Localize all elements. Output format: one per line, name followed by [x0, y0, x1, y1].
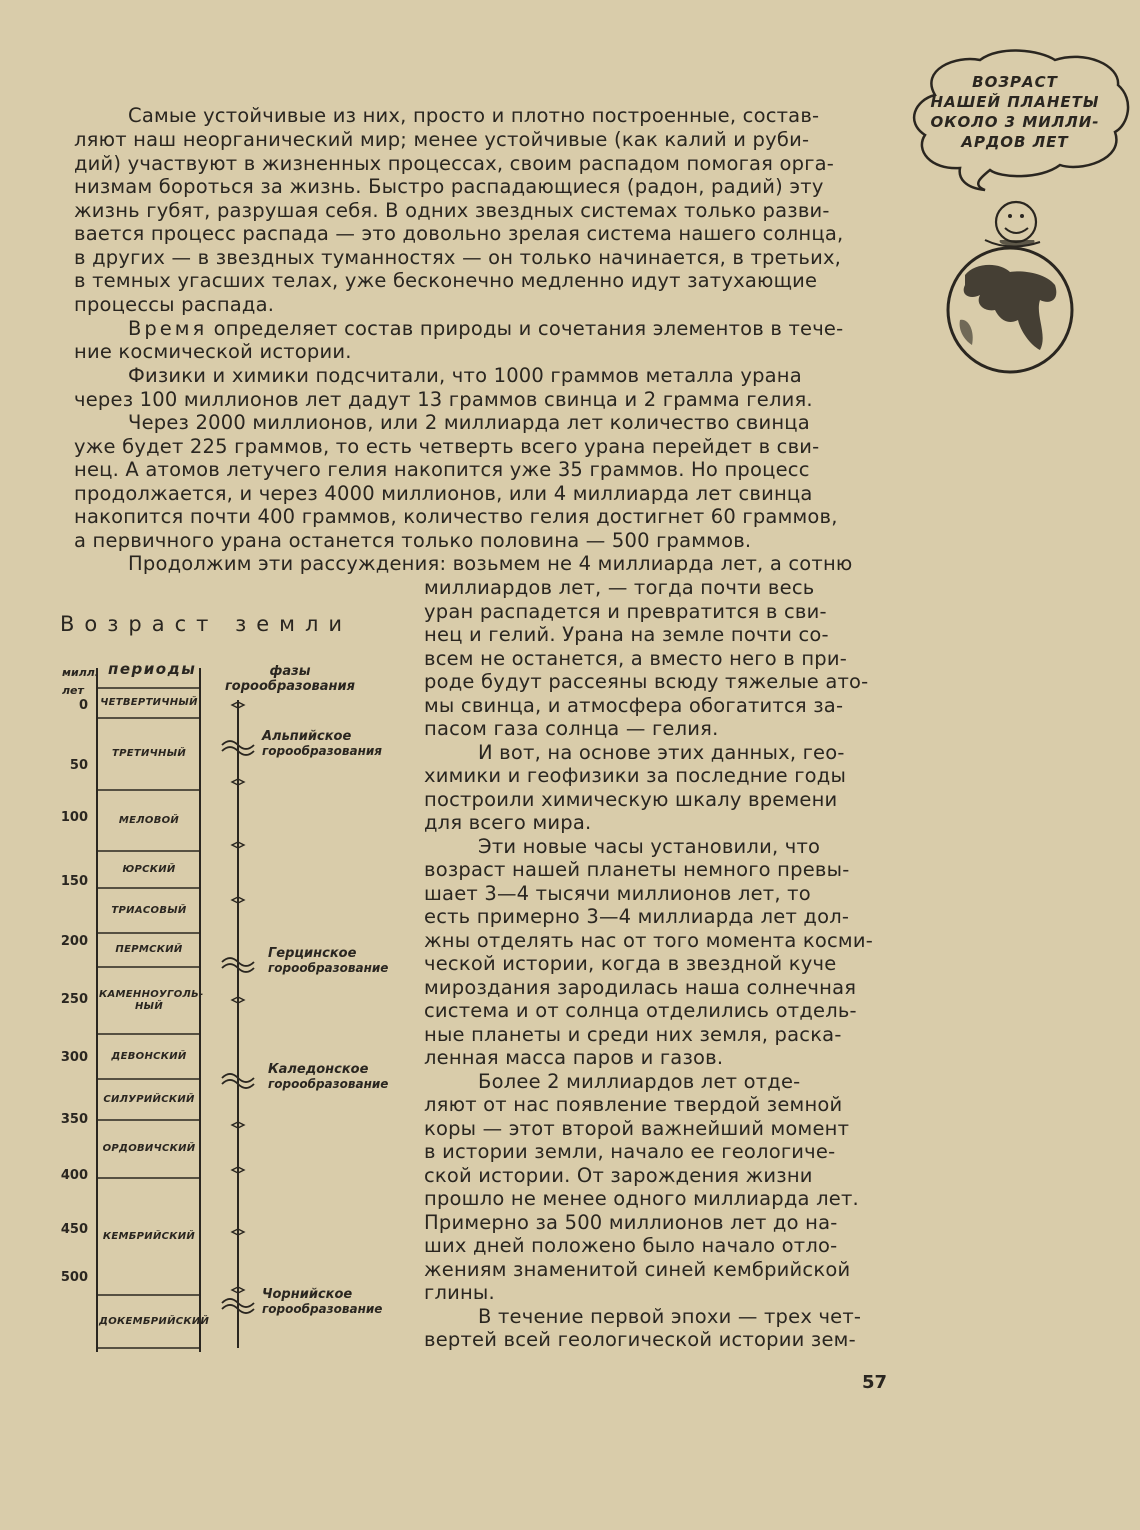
speech-bubble-text	[930, 72, 1100, 152]
text-line: система и от солнца отделились отдель-	[424, 999, 857, 1022]
text-line: для всего мира.	[424, 811, 592, 834]
chart-column-header-phases	[210, 664, 370, 694]
scale-tick-label: 450	[60, 1222, 88, 1237]
phase-label-line: горообразования	[262, 744, 382, 758]
smiling-face-icon	[996, 202, 1036, 246]
globe-icon	[948, 240, 1072, 372]
phase-label-line: Каледонское	[268, 1062, 369, 1077]
header-line: лет	[62, 684, 84, 697]
phase-marker	[222, 1074, 254, 1088]
text-line: роде будут рассеяны всюду тяжелые ато-	[424, 670, 869, 693]
text-line: ляют от нас появление твердой земной	[424, 1093, 843, 1116]
phase-marker	[222, 741, 254, 755]
text-line: Эти новые часы установили, что	[478, 834, 821, 858]
phase-label-line: Чорнийское	[262, 1287, 353, 1302]
period-label: ДОКЕМБРИЙСКИЙ	[99, 1315, 210, 1327]
text-line: продолжается, и через 4000 миллионов, или 4 миллиарда лет свинца	[74, 482, 813, 505]
scale-tick-label: 300	[60, 1050, 88, 1065]
phase-label-line: горообразование	[268, 1077, 389, 1091]
phase-label-line: горообразование	[262, 1302, 383, 1316]
text-line: накопится почти 400 граммов, количество гелия достигнет 60 граммов,	[74, 505, 838, 528]
text-line: мы свинца, и атмосфера обогатится за-	[424, 693, 844, 717]
text-line: в других — в звездных туманностях — он только начинается, в третьих,	[74, 246, 842, 269]
phase-tick-mark	[232, 1122, 244, 1128]
phase-label-line: Альпийское	[262, 729, 352, 744]
phase-tick-mark	[232, 1287, 244, 1293]
text-line: вертей всей геологической истории зем-	[424, 1328, 856, 1351]
text-line: в истории земли, начало ее геологиче-	[424, 1140, 836, 1163]
text-line: И вот, на основе этих данных, гео-	[478, 740, 845, 764]
period-label: ЧЕТВЕРТИЧНЫЙ	[100, 697, 198, 708]
text-line: в темных угасших телах, уже бесконечно медленно идут затухающие	[74, 269, 818, 292]
text-line: нец и гелий. Урана на земле почти со-	[424, 623, 829, 646]
text-line: жизнь губят, разрушая себя. В одних звездных системах только разви-	[74, 199, 830, 222]
phase-marker	[222, 1299, 254, 1313]
text-line: прошло не менее одного миллиарда лет.	[424, 1187, 859, 1210]
text-line: жны отделять нас от того момента косми-	[424, 928, 873, 952]
phase-label-line: Герцинское	[268, 946, 357, 961]
scale-tick-label: 150	[60, 874, 88, 889]
text-line: построили химическую шкалу времени	[424, 787, 838, 811]
text-line: ные планеты и среди них земля, раска-	[424, 1022, 842, 1046]
phase-label	[268, 1062, 388, 1092]
header-line: горообразования	[225, 679, 355, 694]
text-line: химики и геофизики за последние годы	[424, 764, 847, 787]
chart-column-header-periods: периоды	[108, 660, 197, 678]
phase-tick-mark	[232, 1167, 244, 1173]
text-span: определяет состав природы и сочетания элементов в тече-	[213, 317, 844, 340]
period-label: ЮРСКИЙ	[122, 863, 176, 875]
header-line: фазы	[269, 664, 311, 679]
bubble-line: НАШЕЙ ПЛАНЕТЫ	[930, 93, 1100, 111]
period-label: МЕЛОВОЙ	[118, 814, 180, 826]
scale-tick-label: 100	[60, 810, 88, 825]
text-line: ленная масса паров и газов.	[424, 1046, 724, 1069]
text-line	[128, 317, 843, 340]
period-label: ОРДОВИЧСКИЙ	[102, 1143, 196, 1154]
text-line: через 100 миллионов лет дадут 13 граммов свинца и 2 грамма гелия.	[74, 388, 813, 411]
text-line: мироздания зародилась наша солнечная	[424, 975, 857, 999]
period-label-part: КАМЕННОУГОЛЬ-	[99, 988, 204, 1000]
phase-label	[262, 1287, 382, 1317]
text-line: ляют наш неорганический мир; менее устойчивые (как калий и руби-	[74, 128, 810, 151]
period-label: КЕМБРИЙСКИЙ	[102, 1230, 196, 1242]
text-line: нец. А атомов летучего гелия накопится уже 35 граммов. Но процесс	[74, 458, 810, 481]
period-label: ТРЕТИЧНЫЙ	[111, 748, 187, 759]
scale-tick-label: 0	[78, 698, 88, 713]
text-line: дий) участвуют в жизненных процессах, своим распадом помогая орга-	[74, 152, 835, 175]
period-label-part: НЫЙ	[135, 1000, 163, 1012]
scale-tick-label: 200	[60, 934, 88, 949]
text-line: низмам бороться за жизнь. Быстро распадающиеся (радон, радий) эту	[74, 175, 824, 198]
phase-tick-mark	[232, 997, 244, 1003]
text-line: Самые устойчивые из них, просто и плотно построенные, состав-	[128, 104, 820, 127]
emphasized-word: Время	[128, 317, 208, 340]
text-line: пасом газа солнца — гелия.	[424, 717, 719, 740]
period-label: ПЕРМСКИЙ	[115, 944, 183, 955]
period-label: СИЛУРИЙСКИЙ	[103, 1093, 195, 1105]
phase-label-line: горообразование	[268, 961, 389, 975]
phase-tick-mark	[232, 702, 244, 708]
scale-tick-label: 350	[60, 1112, 88, 1127]
text-line: уже будет 225 граммов, то есть четверть всего урана перейдет в сви-	[74, 435, 820, 458]
period-label: ТРИАСОВЫЙ	[111, 904, 187, 916]
text-line: Примерно за 500 миллионов лет до на-	[424, 1210, 838, 1234]
text-line: уран распадется и превратится в сви-	[424, 599, 827, 623]
bubble-line: ВОЗРАСТ	[972, 73, 1058, 91]
text-line: есть примерно 3—4 миллиарда лет дол-	[424, 905, 850, 928]
text-line: всем не останется, а вместо него в при-	[424, 646, 847, 670]
page-number: 57	[862, 1372, 888, 1393]
period-label	[99, 988, 204, 1013]
text-line: В течение первой эпохи — трех чет-	[478, 1304, 862, 1328]
scale-tick-label: 50	[69, 758, 88, 773]
text-line: Физики и химики подсчитали, что 1000 граммов металла урана	[128, 364, 802, 387]
text-line: ших дней положено было начало отло-	[424, 1234, 838, 1257]
scale-tick-label: 250	[60, 992, 88, 1007]
text-line: глины.	[424, 1281, 495, 1304]
phase-marker	[222, 958, 254, 972]
text-line: жениям знаменитой синей кембрийской	[424, 1257, 851, 1281]
phase-tick-mark	[232, 779, 244, 785]
chart-column-header-millions	[62, 664, 99, 700]
phase-label	[262, 729, 382, 759]
text-line: Через 2000 миллионов, или 2 миллиарда лет количество свинца	[128, 411, 810, 434]
text-line: ние космической истории.	[74, 340, 352, 363]
text-line: вается процесс распада — это довольно зрелая система нашего солнца,	[74, 222, 844, 245]
phase-tick-mark	[232, 897, 244, 903]
text-line: ческой истории, когда в звездной куче	[424, 952, 837, 975]
phase-tick-mark	[232, 1229, 244, 1235]
text-line: ской истории. От зарождения жизни	[424, 1163, 813, 1187]
bubble-line: АРДОВ ЛЕТ	[961, 133, 1069, 151]
text-line: коры — этот второй важнейший момент	[424, 1116, 850, 1140]
text-line: Продолжим эти рассуждения: возьмем не 4 миллиарда лет, а сотню	[128, 552, 853, 575]
text-line: миллиардов лет, — тогда почти весь	[424, 576, 815, 599]
chart-title: Возраст земли	[60, 612, 353, 636]
header-line: милл.	[62, 666, 99, 679]
period-label: ДЕВОНСКИЙ	[111, 1050, 187, 1062]
text-line: шает 3—4 тысячи миллионов лет, то	[424, 881, 811, 905]
bubble-line: ОКОЛО 3 МИЛЛИ-	[930, 113, 1100, 131]
text-line: процессы распада.	[74, 293, 275, 316]
phase-tick-mark	[232, 842, 244, 848]
text-line: Более 2 миллиардов лет отде-	[478, 1069, 801, 1093]
text-line: возраст нашей планеты немного превы-	[424, 858, 850, 881]
scale-tick-label: 400	[60, 1168, 88, 1183]
scale-tick-label: 500	[60, 1270, 88, 1285]
text-line: а первичного урана останется только половина — 500 граммов.	[74, 529, 752, 552]
phase-label	[268, 946, 388, 976]
